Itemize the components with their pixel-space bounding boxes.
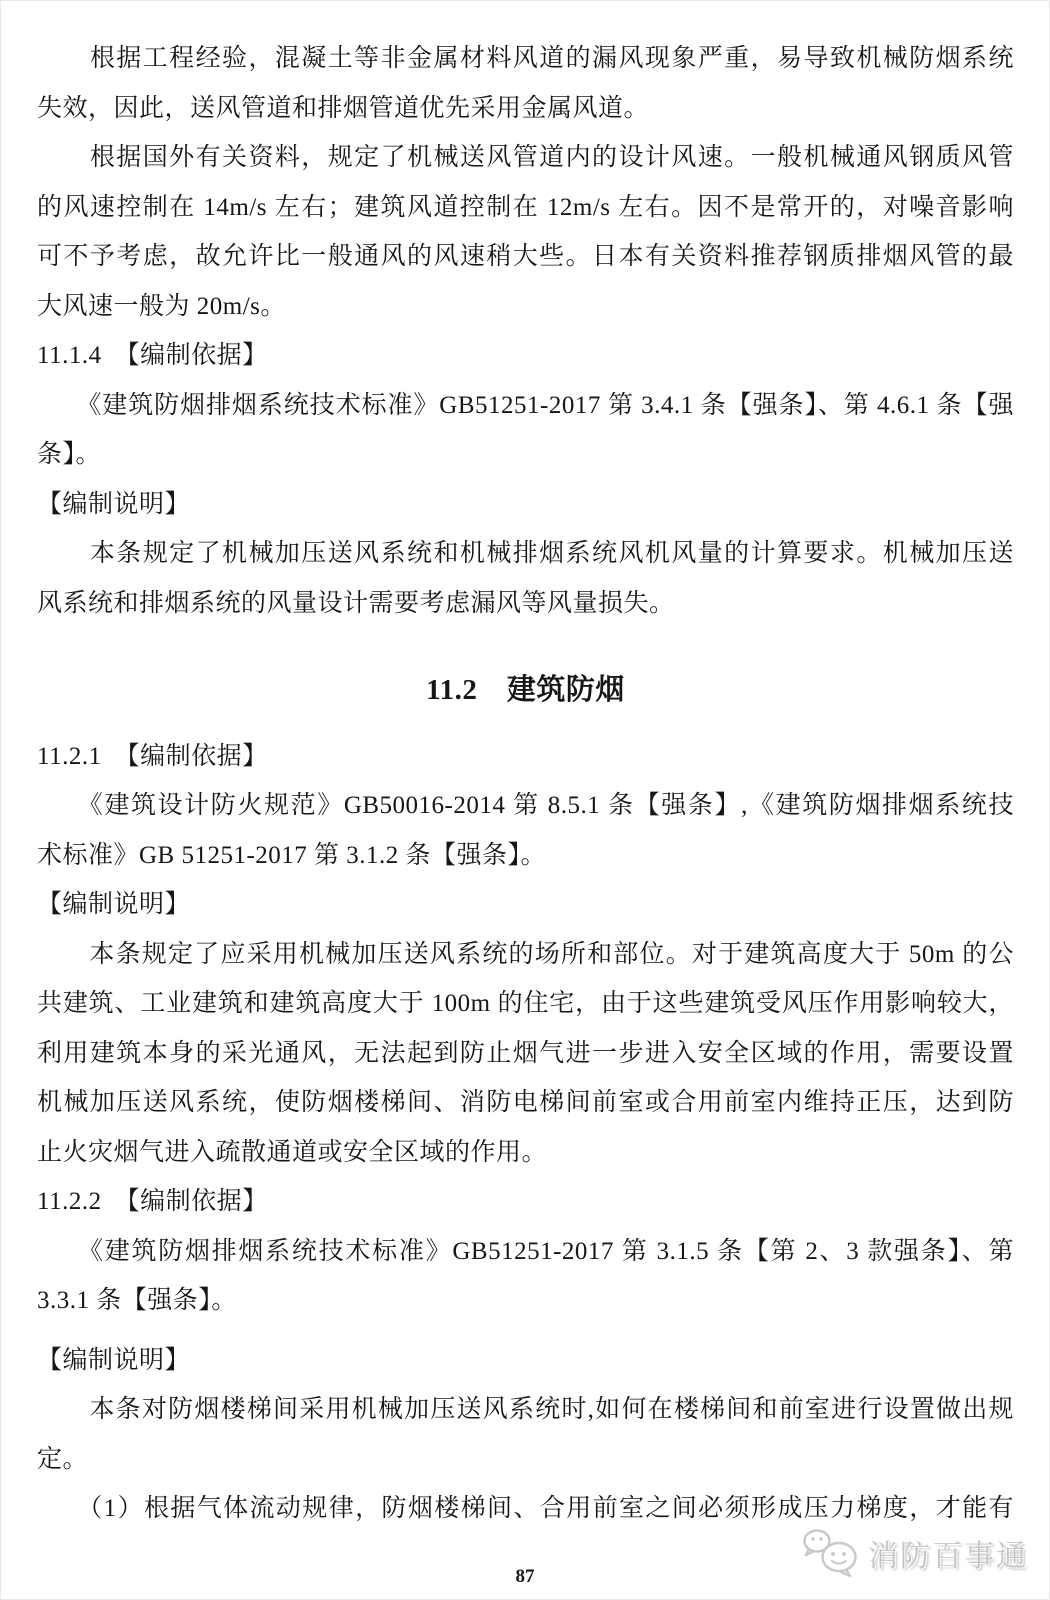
text-line: 失效，因此，送风管道和排烟管道优先采用金属风道。 <box>37 94 650 122</box>
text-line: 11.2.1 【编制依据】 <box>37 742 268 770</box>
page-number: 87 <box>515 1566 535 1587</box>
text-line: 本条对防烟楼梯间采用机械加压送风系统时,如何在楼梯间和前室进行设置做出规 <box>37 1396 1014 1423</box>
page-body <box>37 34 1014 1534</box>
text-line: 定。 <box>37 1445 89 1473</box>
text-line: 可不予考虑，故允许比一般通风的风速稍大些。日本有关资料推荐钢质排烟风管的最 <box>37 243 1014 270</box>
text-line: 风系统和排烟系统的风量设计需要考虑漏风等风量损失。 <box>37 589 675 617</box>
text-line: 大风速一般为 20m/s。 <box>37 292 286 320</box>
paragraph <box>37 930 1014 1178</box>
text-line: 11.2 建筑防烟 <box>426 674 625 706</box>
section-label <box>37 1336 1014 1386</box>
paragraph <box>37 34 1014 133</box>
text-line: 本条规定了应采用机械加压送风系统的场所和部位。对于建筑高度大于 50m 的公 <box>37 940 1014 968</box>
paragraph <box>37 781 1014 880</box>
text-line: 3.3.1 条【强条】。 <box>37 1287 237 1314</box>
paragraph <box>37 133 1014 331</box>
section-label <box>37 1177 1014 1227</box>
text-line: 术标准》GB 51251-2017 第 3.1.2 条【强条】。 <box>37 841 547 869</box>
text-line: 的风速控制在 14m/s 左右；建筑风道控制在 12m/s 左右。因不是常开的，对噪音影响 <box>37 193 1014 221</box>
text-line: 根据工程经验，混凝土等非金属材料风道的漏风现象严重，易导致机械防烟系统 <box>37 45 1014 72</box>
section-label <box>37 880 1014 930</box>
text-line: 本条规定了机械加压送风系统和机械排烟系统风机风量的计算要求。机械加压送 <box>37 540 1014 567</box>
text-line: 【编制说明】 <box>37 1346 191 1374</box>
section-label <box>37 480 1014 530</box>
paragraph <box>37 381 1014 480</box>
text-line: 止火灾烟气进入疏散通道或安全区域的作用。 <box>37 1138 548 1166</box>
text-line: 11.2.2 【编制依据】 <box>37 1188 268 1215</box>
text-line: 11.1.4 【编制依据】 <box>37 342 268 369</box>
text-line: 《建筑防烟排烟系统技术标准》GB51251-2017 第 3.4.1 条【强条】、第 4.6.1 条【强 <box>37 391 1014 419</box>
text-line: 【编制说明】 <box>37 891 191 918</box>
paragraph <box>37 1227 1014 1326</box>
text-line: 根据国外有关资料，规定了机械送风管道内的设计风速。一般机械通风钢质风管 <box>37 144 1014 171</box>
text-line: （1）根据气体流动规律，防烟楼梯间、合用前室之间必须形成压力梯度，才能有 <box>37 1495 1014 1522</box>
text-line: 《建筑防烟排烟系统技术标准》GB51251-2017 第 3.1.5 条【第 2、3 款强条】、第 <box>37 1237 1014 1265</box>
watermark-text: 消防百事通 <box>868 1540 1028 1573</box>
text-line: 条】。 <box>37 441 102 468</box>
paragraph <box>37 1385 1014 1484</box>
section-heading <box>37 666 1014 716</box>
text-line: 机械加压送风系统，使防烟楼梯间、消防电梯间前室或合用前室内维持正压，达到防 <box>37 1089 1014 1116</box>
text-line: 利用建筑本身的采光通风，无法起到防止烟气进一步进入安全区域的作用，需要设置 <box>37 1039 1014 1067</box>
text-line: 【编制说明】 <box>37 490 191 518</box>
section-label <box>37 331 1014 381</box>
paragraph <box>37 1484 1014 1534</box>
text-line: 《建筑设计防火规范》GB50016-2014 第 8.5.1 条【强条】,《建筑防烟排烟系统技 <box>37 792 1014 819</box>
paragraph <box>37 529 1014 628</box>
text-line: 共建筑、工业建筑和建筑高度大于 100m 的住宅，由于这些建筑受风压作用影响较大， <box>37 990 1014 1017</box>
section-label <box>37 732 1014 782</box>
